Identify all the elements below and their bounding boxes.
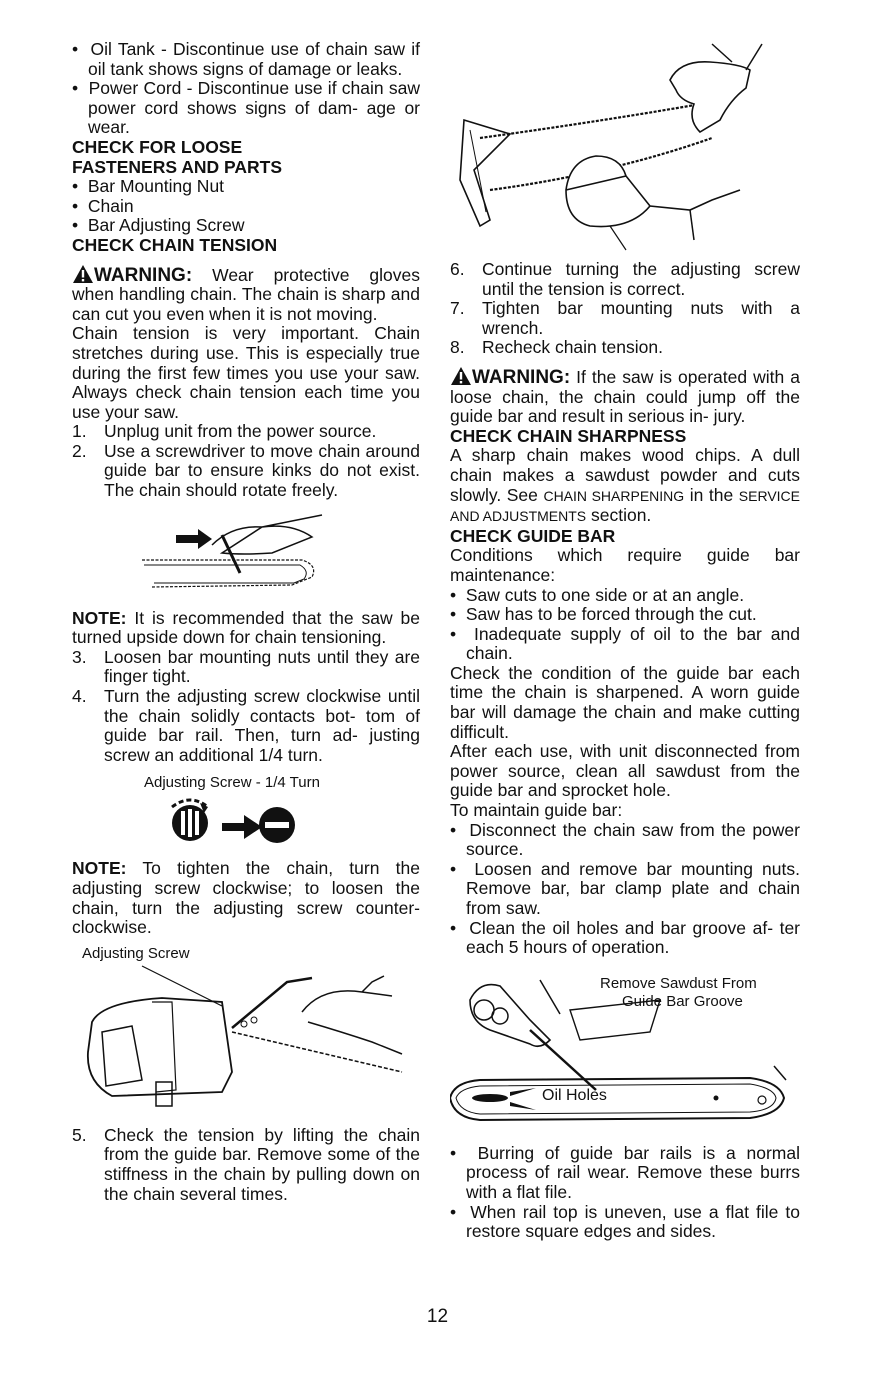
list-item: • Bar Adjusting Screw	[72, 215, 245, 236]
step-item: 4. Turn the adjusting screw clockwise until the chain solidly contacts bot- tom of guide bar rail. Then, turn ad- justing screw an additional 1/4 turn.	[72, 686, 420, 765]
adjusting-screw-illustration	[72, 944, 420, 1122]
section-heading: CHECK FOR LOOSE	[72, 136, 243, 157]
quarter-turn-illustration	[72, 773, 420, 855]
list-item: • Saw cuts to one side or at an angle.	[450, 584, 745, 605]
warning-label: WARNING:	[472, 366, 571, 388]
note-paragraph: NOTE: It is recommended that the saw be turned upside down for chain tensioning.	[72, 607, 420, 648]
section-heading: CHECK GUIDE BAR	[450, 525, 616, 546]
step-item: 7. Tighten bar mounting nuts with a wrench.	[450, 298, 800, 338]
list-item: • Oil Tank - Discontinue use of chain saw if oil tank shows signs of damage or leaks.	[72, 39, 421, 79]
list-item: • Inadequate supply of oil to the bar and chain.	[450, 623, 800, 664]
section-heading: CHECK CHAIN TENSION	[72, 234, 278, 255]
warning-triangle-icon	[72, 264, 94, 284]
section-heading: FASTENERS AND PARTS	[72, 156, 283, 177]
list-item: • Bar Mounting Nut	[72, 176, 225, 197]
hands-lifting-chain-illustration	[450, 40, 800, 260]
page-number: 12	[426, 1306, 449, 1327]
list-item: • When rail top is uneven, use a flat file to restore square edges and sides.	[450, 1201, 800, 1242]
left-column	[72, 40, 420, 1204]
screwdriver-chain-illustration	[72, 505, 420, 605]
figure-caption: Adjusting Screw	[82, 944, 190, 962]
figure-caption: Adjusting Screw - 1/4 Turn	[144, 774, 320, 792]
list-item: • Saw has to be forced through the cut.	[450, 604, 757, 625]
list-item: • Burring of guide bar rails is a normal process of rail wear. Remove these burrs with a flat file.	[450, 1142, 800, 1202]
warning-label: WARNING:	[94, 264, 193, 286]
sharpness-paragraph: A sharp chain makes wood chips. A dull chain makes a sawdust powder and cuts slowly. See CHAIN SHARPENING in the SERVICE AND ADJUSTMENTS section.	[450, 445, 800, 526]
warning-paragraph: WARNING: If the saw is operated with a loose chain, the chain could jump off the guide bar and result in serious in- jury.	[450, 366, 800, 427]
guide-bar-paragraph: Check the condition of the guide bar each time the chain is sharpened. A worn guide bar will damage the chain and make cutting difficult.	[450, 662, 800, 742]
step-item: 3. Loosen bar mounting nuts until they are finger tight.	[72, 646, 420, 687]
maintain-intro: To maintain guide bar:	[450, 800, 623, 821]
figure-label-oil-holes: Oil Holes	[542, 1086, 607, 1104]
guide-bar-intro: Conditions which require guide bar maintenance:	[450, 545, 800, 585]
warning-triangle-icon	[450, 366, 472, 386]
step-item: 8. Recheck chain tension.	[450, 337, 663, 358]
step-item: 5. Check the tension by lifting the chain from the guide bar. Remove some of the stiffness in the chain by pulling down on the chain several times.	[72, 1124, 420, 1204]
list-item: • Chain	[72, 195, 134, 216]
list-item: • Disconnect the chain saw from the power source.	[450, 819, 800, 860]
figure-label-sawdust: Remove Sawdust From	[600, 974, 757, 992]
step-item: 6. Continue turning the adjusting screw until the tension is correct.	[450, 259, 800, 299]
tension-paragraph: Chain tension is very important. Chain stretches during use. This is especially true during the first few times you use your saw. Always check chain tension each time you use your saw.	[72, 323, 420, 422]
warning-paragraph: WARNING: Wear protective gloves when handling chain. The chain is sharp and can cut you even when it is not moving.	[72, 264, 420, 324]
guide-bar-cleaning-illustration	[450, 970, 800, 1140]
figure-label-groove: Guide Bar Groove	[622, 992, 743, 1010]
list-item: • Loosen and remove bar mounting nuts. Remove bar, bar clamp plate and chain from saw.	[450, 858, 800, 918]
step-item: 1. Unplug unit from the power source.	[72, 421, 377, 442]
list-item: • Power Cord - Discontinue use if chain saw power cord shows signs of dam- age or wear.	[72, 78, 420, 138]
step-item: 2. Use a screwdriver to move chain around guide bar to ensure kinks do not exist. The chain should rotate freely.	[72, 440, 420, 501]
guide-bar-paragraph: After each use, with unit disconnected from power source, clean all sawdust from the guide bar and sprocket hole.	[450, 741, 800, 801]
list-item: • Clean the oil holes and bar groove af- ter each 5 hours of operation.	[450, 917, 801, 958]
section-heading: CHECK CHAIN SHARPNESS	[450, 425, 687, 446]
note-paragraph: NOTE: To tighten the chain, turn the adjusting screw clockwise; to loosen the chain, turn the adjusting screw counter- clockwise.	[72, 858, 420, 938]
right-column	[450, 40, 800, 1242]
